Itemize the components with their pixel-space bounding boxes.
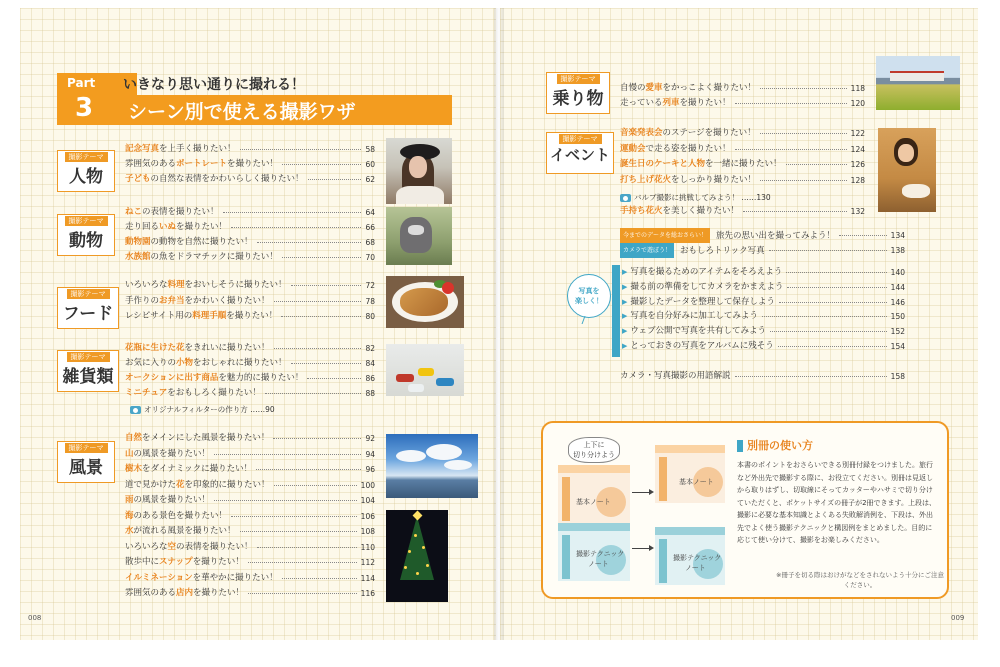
leader-dots (274, 348, 362, 349)
toc-entry[interactable] (125, 541, 375, 554)
toc-entry[interactable] (125, 206, 375, 219)
entry-text: を撮りたい！ (227, 159, 279, 169)
toc-entry[interactable] (125, 432, 375, 445)
page-number: 134 (890, 231, 905, 240)
entry-text: とっておきの写真をアルバムに残そう (630, 341, 774, 351)
leader-dots (214, 500, 357, 501)
page-number: 64 (365, 208, 375, 217)
toc-entry[interactable] (622, 281, 905, 294)
entry-text: 手作りの (125, 295, 160, 306)
category-doubutsu (57, 214, 115, 256)
notebook-technique: 撮影テクニック ノート (558, 523, 630, 581)
entry-text: を上手く撮りたい！ (159, 144, 236, 154)
leader-dots (274, 301, 362, 302)
entry-text: 雰囲気のある (125, 588, 177, 598)
entry-text: を華やかに撮りたい！ (192, 572, 278, 583)
toc-entry[interactable] (125, 221, 375, 234)
entry-text: の魚をドラマチックに撮りたい！ (150, 252, 278, 262)
entry-keyword: 運動会 (620, 143, 646, 154)
toc-entry[interactable] (125, 479, 375, 492)
entry-text: のステージを撮りたい！ (662, 128, 756, 138)
entry-keyword: イルミネーション (125, 572, 193, 583)
toc-entry[interactable] (125, 572, 375, 585)
leader-dots (273, 438, 361, 439)
entry-keyword: 愛車 (645, 83, 663, 93)
page-number: 84 (365, 359, 375, 368)
part-word: Part (67, 76, 96, 90)
entry-text: 撮影したデータを整理して保存しよう (630, 296, 775, 307)
leader-dots (282, 257, 362, 258)
entry-text: をかわいく撮りたい！ (184, 295, 270, 306)
page-number: 60 (365, 160, 375, 169)
section-strip (612, 265, 620, 357)
leader-dots (282, 578, 357, 579)
toc-entry[interactable] (125, 372, 375, 385)
train-photo (876, 56, 960, 110)
entry-text: 自慢の (620, 83, 646, 93)
toc-entry[interactable] (622, 266, 905, 279)
entry-text: 写真を撮るためのアイテムをそろえよう (630, 267, 783, 277)
entry-keyword: 小物 (176, 358, 194, 368)
toc-entry[interactable] (125, 143, 375, 156)
toc-entry[interactable] (622, 296, 905, 309)
page-gutter (494, 8, 504, 640)
page-number: 58 (365, 145, 375, 154)
leader-dots (291, 285, 362, 286)
entry-keyword: オークションに出す商品 (125, 373, 219, 383)
entry-text: 散歩中に (125, 557, 160, 567)
toc-entry[interactable]: 手持ち花火を美しく撮りたい！ 132 (620, 206, 865, 216)
entry-keyword: 子ども (125, 174, 151, 184)
entry-keyword: ねこ (125, 207, 143, 217)
leader-dots (231, 516, 357, 517)
leader-dots (779, 302, 887, 303)
toc-entry[interactable] (125, 310, 375, 323)
triangle-icon: ▶ (622, 312, 628, 321)
portrait-photo (386, 138, 452, 204)
page-number: 120 (850, 99, 865, 108)
leader-dots (240, 149, 362, 150)
page-number: 80 (365, 312, 375, 321)
leader-dots (257, 547, 357, 548)
notebook-technique-cut: 撮影テクニック ノート (655, 527, 725, 585)
entry-text: をおしゃれに撮りたい！ (193, 358, 287, 368)
entry-keyword: 打ち上げ花火 (620, 174, 672, 185)
leader-dots (214, 454, 361, 455)
toc-entry[interactable] (125, 236, 375, 249)
page-number: 116 (360, 589, 375, 598)
category-title: 風景 (69, 458, 103, 478)
page-number: 158 (890, 372, 905, 381)
entry-text: の風景を撮りたい！ (133, 448, 211, 459)
leader-dots (256, 469, 361, 470)
page-number: 104 (360, 496, 375, 505)
entry-text: を印象的に撮りたい！ (184, 479, 270, 490)
entry-keyword: 店内 (176, 588, 194, 598)
illumination-photo (386, 510, 448, 602)
entry-text: を撮りたい！ (193, 588, 245, 598)
entry-text: おもしろトリック写真 (680, 246, 765, 256)
toc-entry[interactable] (125, 279, 375, 292)
leader-dots (786, 272, 886, 273)
cut-hint: 上下に 切り分けよう (568, 437, 620, 463)
category-title: 人物 (69, 167, 103, 187)
sub-entry-bulb[interactable]: バルブ撮影に挑戦してみよう！ ……130 (620, 192, 771, 203)
toc-entry-glossary[interactable]: カメラ・写真撮影の用語解説 158 (620, 371, 905, 381)
leader-dots (291, 363, 362, 364)
theme-label: 撮影テーマ (67, 352, 110, 362)
section-tag: カメラで遊ぼう！ (620, 243, 674, 258)
leader-dots (248, 593, 357, 594)
page-number: 100 (360, 480, 375, 490)
page-number: 154 (890, 342, 905, 351)
entry-text: をおいしそうに撮りたい！ (184, 280, 287, 290)
entry-text: を撮りたい！ (176, 222, 228, 232)
leader-dots (282, 164, 361, 165)
category-food (57, 287, 119, 329)
notebook-basic: 基本ノート (558, 465, 630, 523)
page-number: 114 (360, 573, 375, 583)
toc-entry[interactable] (620, 158, 865, 171)
toc-entry[interactable] (620, 97, 865, 110)
toc-entry[interactable] (125, 342, 375, 355)
entry-keyword: 雨 (125, 495, 134, 505)
triangle-icon: ▶ (622, 282, 628, 291)
entry-keyword: 動物園 (125, 237, 151, 247)
entry-text: をメインにした風景を撮りたい！ (142, 433, 270, 443)
part-number: 3 (75, 93, 94, 123)
entry-text: 道で見かけた (125, 479, 177, 490)
entry-text: を撮りたい！ (679, 98, 731, 108)
entry-text: いろいろな (125, 541, 168, 552)
toc-entry[interactable] (620, 174, 865, 187)
entry-text: で走る姿を撮りたい！ (645, 143, 731, 154)
page-number: 108 (360, 527, 375, 536)
triangle-icon: ▶ (622, 327, 628, 336)
page-number: 92 (365, 434, 375, 443)
leader-dots (281, 316, 361, 317)
triangle-icon: ▶ (622, 297, 628, 306)
entry-text: 走り回る (125, 222, 160, 232)
sub-entry-filter[interactable]: オリジナルフィルターの作り方 ……90 (130, 404, 275, 415)
notebook-basic-cut: 基本ノート (655, 445, 725, 503)
toc-entry[interactable] (125, 448, 375, 461)
birthday-photo (878, 128, 936, 212)
page-number: 82 (365, 344, 375, 353)
entry-text: 写真を自分好みに加工してみよう (630, 311, 758, 322)
entry-keyword: 山 (125, 448, 134, 459)
toc-entry[interactable] (125, 494, 375, 507)
entry-keyword: 樹木 (125, 464, 143, 474)
entry-keyword: スナップ (159, 557, 193, 567)
entry-keyword: 水族館 (125, 252, 151, 262)
entry-keyword: 誕生日のケーキと人物 (620, 159, 706, 169)
triangle-icon: ▶ (622, 268, 628, 276)
leader-dots (762, 316, 887, 317)
speech-bubble: 写真を 楽しく！ (567, 274, 611, 318)
leader-dots (274, 485, 357, 486)
category-event (546, 132, 614, 174)
page-number: 132 (850, 207, 865, 216)
theme-label: 撮影テーマ (65, 216, 108, 226)
sub-entry-text: オリジナルフィルターの作り方 (144, 405, 248, 414)
entry-text: レシピサイト用の (125, 311, 193, 321)
entry-text: いろいろな (125, 280, 168, 290)
entry-keyword: 海 (125, 510, 134, 521)
entry-text: をかっこよく撮りたい！ (662, 83, 757, 93)
leader-dots (760, 180, 847, 181)
toc-entry[interactable] (125, 357, 375, 370)
entry-text: をダイナミックに撮りたい！ (142, 464, 253, 474)
entry-text: ウェブ公開で写真を共有してみよう (630, 326, 767, 337)
entry-keyword: 水 (125, 526, 134, 536)
entry-text: 旅先の思い出を撮ってみよう！ (716, 231, 836, 241)
leader-dots (769, 250, 887, 251)
supplement-body: 本書のポイントをおさらいできる別冊付録をつけました。旅行など外出先で撮影する際に、お役立てください。別冊は見返しから取りはずし、切取線にそってカッターやハサミで切り分けていただくと、ポケットサイズの冊子が2冊できます。上段は、撮影に必要な基本知識とよくある失敗解消例を、下段は、外出先でよく使う撮影テクニックと構図例をまとめました。目的に応じて使い分けて、撮影をお楽しみください。 (737, 461, 936, 544)
arrow-icon (632, 548, 652, 549)
page-number: 128 (850, 175, 865, 185)
page-number: 68 (365, 238, 375, 247)
leader-dots (308, 179, 362, 180)
entry-text: をきれいに撮りたい！ (184, 343, 270, 353)
entry-keyword: 料理手順 (192, 311, 227, 321)
entry-keyword: いぬ (159, 222, 177, 232)
page-number: 110 (360, 542, 375, 552)
leader-dots (839, 235, 887, 236)
category-title: イベント (549, 146, 610, 164)
dog-photo (386, 207, 452, 265)
food-photo (386, 276, 464, 328)
entry-text: を魅力的に撮りたい！ (218, 373, 304, 383)
entry-text: が流れる風景を撮りたい！ (133, 526, 236, 536)
page-number: 106 (360, 511, 375, 521)
category-jinbutsu (57, 150, 115, 192)
leader-dots (231, 227, 361, 228)
leader-dots (760, 133, 847, 134)
page-number: 138 (890, 246, 905, 255)
leader-dots (760, 88, 847, 89)
entry-keyword: 花 (176, 479, 185, 490)
entry-text: の表情を撮りたい！ (142, 207, 219, 217)
page-number: 152 (890, 327, 905, 337)
sub-entry-page: 90 (265, 405, 275, 414)
page-number: 94 (365, 449, 375, 459)
entry-text: 雰囲気のある (125, 159, 177, 169)
part-title: シーン別で使える撮影ワザ (128, 101, 356, 123)
category-norimono (546, 72, 610, 114)
entry-text: の自然な表情をかわいらしく撮りたい！ (150, 174, 304, 184)
toc-entry[interactable] (125, 158, 375, 171)
toc-entry[interactable] (622, 310, 905, 323)
camera-icon (130, 406, 141, 414)
page-number: 62 (365, 175, 375, 184)
leader-dots (223, 212, 362, 213)
arrow-icon (632, 492, 652, 493)
theme-label: 撮影テーマ (557, 74, 600, 84)
leader-dots (735, 103, 847, 104)
toc-entry[interactable] (125, 463, 375, 476)
toc-entry[interactable] (620, 229, 905, 242)
toc-entry[interactable] (620, 82, 865, 95)
theme-label: 撮影テーマ (65, 152, 108, 162)
toc-entry[interactable] (622, 340, 905, 353)
page-number: 70 (365, 253, 375, 262)
sub-entry-page: 130 (756, 193, 771, 202)
entry-keyword: 空 (167, 541, 177, 552)
page-number: 86 (365, 374, 375, 383)
entry-keyword: 音楽発表会 (620, 128, 663, 138)
page-number: 124 (850, 144, 865, 154)
page-number: 140 (890, 268, 905, 277)
entry-keyword: 自然 (125, 433, 143, 443)
left-page-number: 008 (28, 614, 42, 622)
page-number: 96 (365, 465, 375, 474)
toc-entry[interactable] (620, 244, 905, 257)
entry-keyword: ポートレート (176, 159, 228, 169)
leader-dots (735, 149, 847, 150)
section-tag: 今までのデータを総おさらい！ (620, 228, 710, 243)
theme-label: 撮影テーマ (559, 134, 602, 144)
entry-text: を撮りたい！ (192, 557, 244, 567)
entry-keyword: ミニチュア (125, 388, 168, 398)
right-page-number: 009 (951, 614, 965, 622)
page-number: 112 (360, 558, 375, 567)
supplement-title: 別冊の使い方 (737, 437, 813, 453)
sky-landscape-photo (386, 434, 478, 498)
page-number: 144 (890, 282, 905, 292)
page-number: 66 (365, 223, 375, 232)
entry-keyword: 花瓶に生けた花 (125, 343, 185, 353)
toc-entry[interactable] (125, 173, 375, 186)
leader-dots (257, 242, 362, 243)
leader-dots (248, 562, 357, 563)
entry-text: をしっかり撮りたい！ (671, 174, 757, 185)
entry-text: 撮る前の準備をしてカメラをかまえよう (630, 281, 784, 292)
theme-label: 撮影テーマ (67, 289, 110, 299)
part-subtitle: いきなり思い通りに撮れる！ (123, 77, 305, 93)
theme-label: 撮影テーマ (65, 443, 108, 453)
leader-dots (240, 531, 357, 532)
toc-entry[interactable] (125, 510, 375, 523)
entry-text: をおもしろく撮りたい！ (167, 388, 261, 398)
category-title: 乗り物 (552, 89, 604, 109)
entry-keyword: 列車 (662, 98, 680, 108)
category-zakka (57, 350, 119, 392)
entry-keyword: 記念写真 (125, 144, 160, 154)
entry-text: お気に入りの (125, 358, 177, 368)
page-number: 118 (850, 84, 865, 93)
page-number: 126 (850, 160, 865, 169)
entry-text: の動物を自然に撮りたい！ (150, 237, 253, 247)
entry-keyword: お弁当 (159, 295, 185, 306)
toc-entry[interactable] (125, 525, 375, 538)
entry-text: の表情を撮りたい！ (176, 541, 253, 552)
toc-entry[interactable] (620, 127, 865, 140)
entry-text: の風景を撮りたい！ (133, 495, 211, 505)
leader-dots (786, 164, 847, 165)
toc-entry[interactable] (125, 587, 375, 600)
bubble-tail (582, 316, 599, 324)
page-number: 122 (850, 129, 865, 138)
toc-entry[interactable] (125, 251, 375, 264)
toc-entry[interactable] (125, 387, 375, 400)
entry-keyword: 料理 (167, 280, 185, 290)
category-title: 雑貨類 (62, 367, 114, 387)
leader-dots (770, 331, 887, 332)
page-number: 150 (890, 312, 905, 322)
leader-dots (307, 378, 361, 379)
toc-entry[interactable] (125, 295, 375, 308)
camera-icon (620, 194, 631, 202)
category-title: 動物 (69, 231, 103, 251)
miniature-cars-photo (386, 344, 464, 396)
entry-text: を一緒に撮りたい！ (705, 159, 782, 169)
page-number: 88 (365, 389, 375, 398)
toc-entry[interactable] (622, 325, 905, 338)
page-number: 146 (890, 297, 905, 307)
entry-text: のある景色を撮りたい！ (133, 510, 228, 521)
entry-text: を撮りたい！ (226, 311, 278, 321)
toc-entry[interactable] (620, 143, 865, 156)
part-title-bar (120, 95, 452, 125)
page-number: 78 (365, 296, 375, 306)
leader-dots (778, 346, 887, 347)
leader-dots (265, 393, 362, 394)
triangle-icon: ▶ (622, 342, 628, 350)
category-fukei (57, 441, 115, 483)
toc-entry[interactable] (125, 556, 375, 569)
sub-entry-text: バルブ撮影に挑戦してみよう！ (634, 193, 739, 202)
category-title: フード (62, 304, 114, 324)
leader-dots (787, 287, 886, 288)
page-number: 72 (365, 281, 375, 290)
entry-text: 走っている (620, 98, 663, 108)
supplement-caution: ※冊子を切る際はおけがなどをされないよう十分にご注意ください。 (776, 571, 944, 589)
